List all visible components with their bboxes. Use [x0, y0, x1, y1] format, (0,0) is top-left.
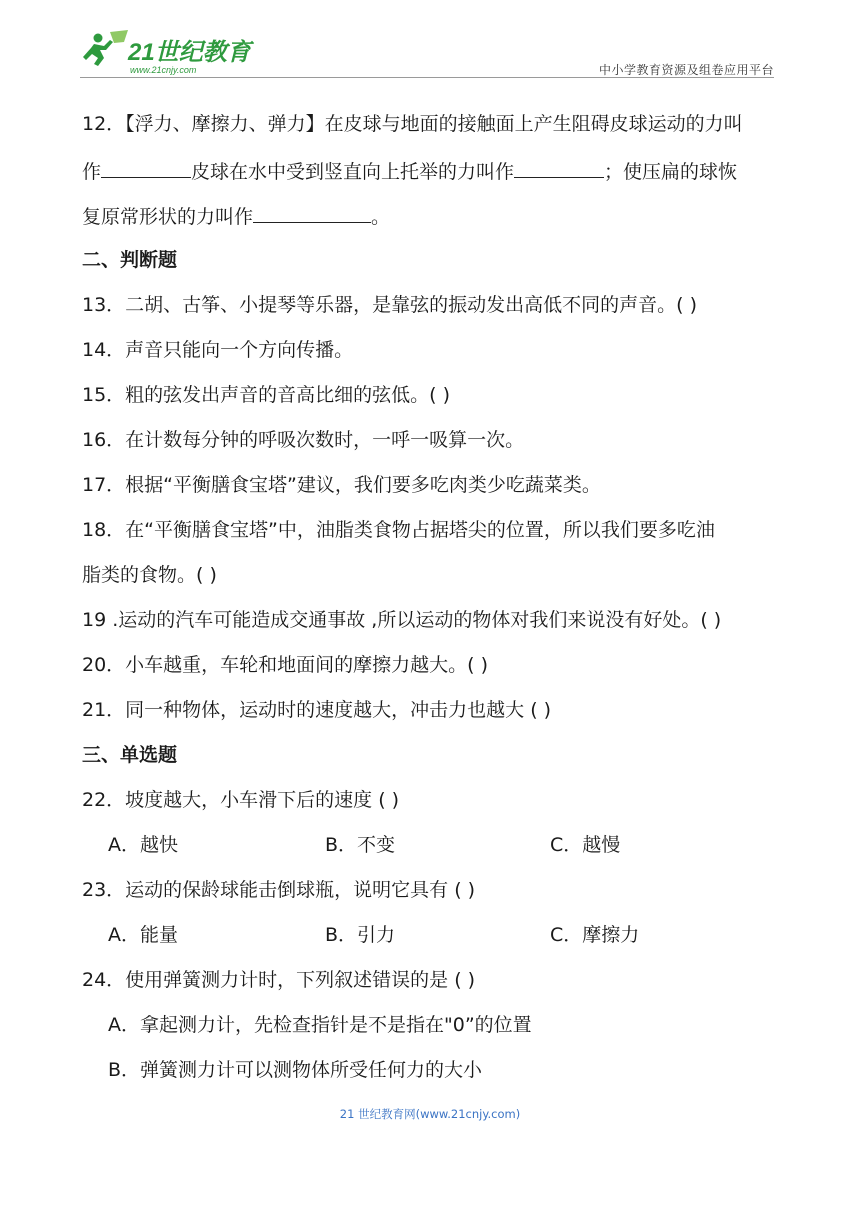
q12-text-d: 复原常形状的力叫作	[82, 206, 254, 228]
judge-item-18: 18．在“平衡膳食宝塔”中，油脂类食物占据塔尖的位置，所以我们要多吃油	[82, 519, 715, 541]
q22-option-c[interactable]: C．越慢	[550, 834, 621, 856]
q12-line1: 12．【浮力、摩擦力、弹力】在皮球与地面的接触面上产生阻碍皮球运动的力叫	[82, 113, 743, 135]
header-platform-text: 中小学教育资源及组卷应用平台	[598, 63, 774, 77]
q12-text-c: ；使压扁的球恢	[604, 161, 738, 183]
q12-line2	[82, 157, 737, 185]
page-footer: 21 世纪教育网(www.21cnjy.com)	[339, 1107, 521, 1121]
section-choice-title: 三、单选题	[82, 744, 178, 766]
q12-blank-3[interactable]	[253, 202, 371, 223]
logo-url: www.21cnjy.com	[130, 65, 197, 75]
q22-option-b[interactable]: B．不变	[325, 834, 396, 856]
header-divider	[80, 77, 774, 78]
site-logo	[80, 28, 260, 76]
logo-title: 21世纪教育	[128, 39, 251, 66]
judge-item-18-cont: 脂类的食物。( )	[82, 564, 217, 586]
q22-stem: 22．坡度越大，小车滑下后的速度 ( )	[82, 789, 400, 811]
q22-option-a[interactable]: A．越快	[108, 834, 178, 856]
q24-option-a[interactable]: A．拿起测力计，先检查指针是不是指在"0”的位置	[108, 1014, 532, 1036]
judge-item-19: 19 .运动的汽车可能造成交通事故 ,所以运动的物体对我们来说没有好处。( )	[82, 609, 722, 631]
q12-line3	[82, 202, 390, 230]
q12-text-e: 。	[371, 206, 391, 228]
judge-item-14: 14．声音只能向一个方向传播。	[82, 339, 354, 361]
q24-option-b[interactable]: B．弹簧测力计可以测物体所受任何力的大小	[108, 1059, 483, 1081]
q24-stem: 24．使用弹簧测力计时，下列叙述错误的是 ( )	[82, 969, 476, 991]
judge-item-13: 13．二胡、古筝、小提琴等乐器，是靠弦的振动发出高低不同的声音。( )	[82, 294, 698, 316]
q12-blank-1[interactable]	[101, 157, 191, 178]
q12-text-a: 作	[82, 161, 102, 183]
judge-item-16: 16．在计数每分钟的呼吸次数时，一呼一吸算一次。	[82, 429, 525, 451]
q23-stem: 23．运动的保龄球能击倒球瓶，说明它具有 ( )	[82, 879, 476, 901]
q23-option-a[interactable]: A．能量	[108, 924, 178, 946]
judge-item-17: 17．根据“平衡膳食宝塔”建议，我们要多吃肉类少吃蔬菜类。	[82, 474, 601, 496]
q23-option-c[interactable]: C．摩擦力	[550, 924, 640, 946]
q12-blank-2[interactable]	[514, 157, 604, 178]
q12-text-b: 皮球在水中受到竖直向上托举的力叫作	[191, 161, 515, 183]
judge-item-15: 15．粗的弦发出声音的音高比细的弦低。( )	[82, 384, 451, 406]
q23-option-b[interactable]: B．引力	[325, 924, 396, 946]
section-judge-title: 二、判断题	[82, 249, 178, 271]
judge-item-20: 20．小车越重，车轮和地面间的摩擦力越大。( )	[82, 654, 489, 676]
page-header	[80, 28, 774, 80]
runner-icon	[83, 30, 128, 66]
judge-item-21: 21．同一种物体，运动时的速度越大，冲击力也越大 ( )	[82, 699, 552, 721]
